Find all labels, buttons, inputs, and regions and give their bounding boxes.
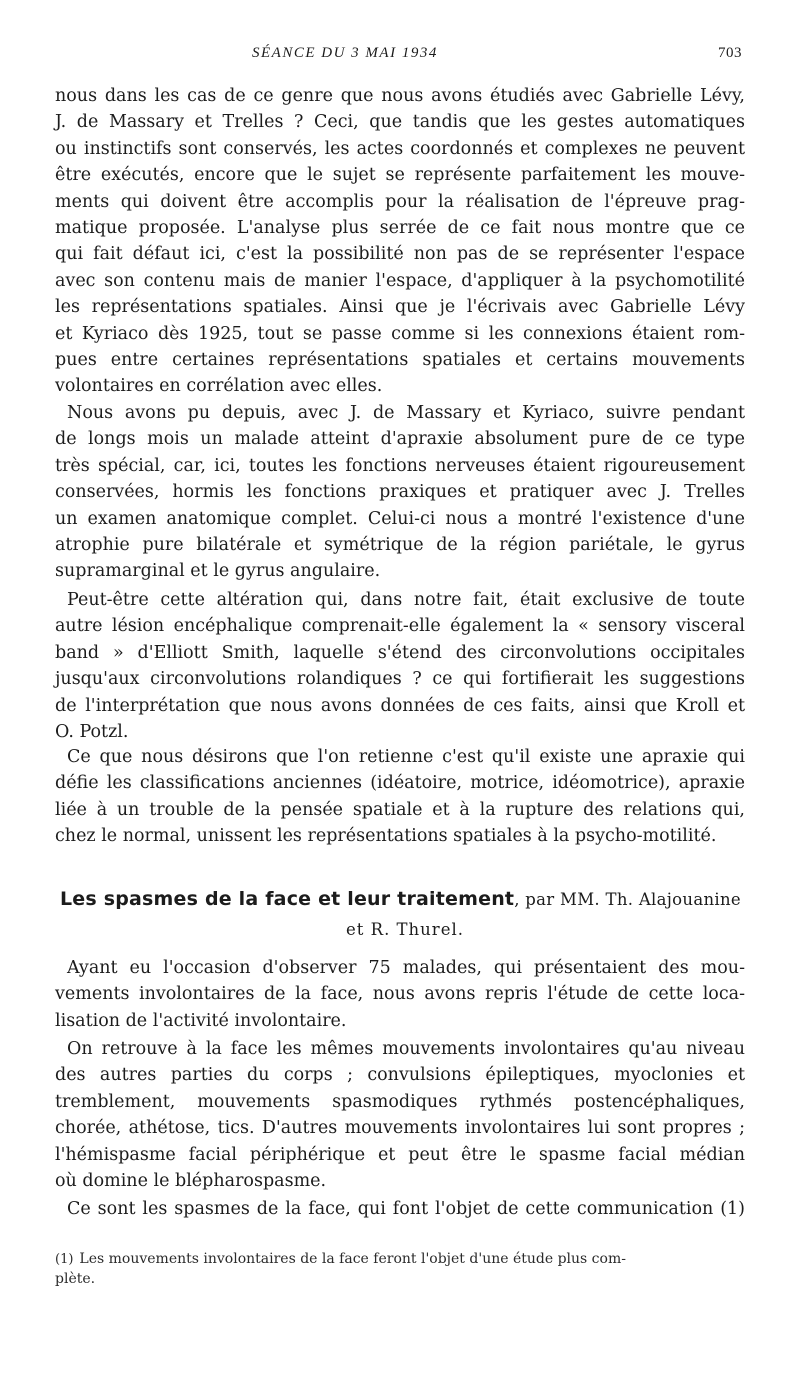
text-line: Ayant eu l'occasion d'observer 75 malades, qui présentaient des mou- (67, 958, 745, 978)
text-line: tremblement, mouvements spasmodiques rythmés postencéphaliques, (55, 1091, 745, 1112)
article-title: Les spasmes de la face et leur traitement (60, 888, 515, 910)
footnote-text: Les mouvements involontaires de la face feront l'objet d'une étude plus com- (79, 1251, 626, 1267)
footnote-continuation: plète. (55, 1271, 96, 1287)
text-line: nous dans les cas de ce genre que nous avons étudiés avec Gabrielle Lévy, (55, 86, 745, 106)
text-line: et Kyriaco dès 1925, tout se passe comme si les connexions étaient rom- (55, 323, 745, 344)
text-line: des autres parties du corps ; convulsions épileptiques, myoclonies et (55, 1065, 745, 1086)
text-line: supramarginal et le gyrus angulaire. (55, 561, 381, 582)
text-line: chez le normal, unissent les représentations spatiales à la psycho-motilité. (55, 826, 717, 847)
text-line: avec son contenu mais de manier l'espace, d'appliquer à la psychomotilité (55, 270, 745, 291)
text-line: qui fait défaut ici, c'est la possibilité non pas de se représenter l'espace (55, 244, 745, 265)
text-line: O. Potzl. (55, 722, 129, 742)
text-line: Ce sont les spasmes de la face, qui font l'objet de cette communication (1) (67, 1199, 745, 1219)
text-line: J. de Massary et Trelles ? Ceci, que tandis que les gestes automatiques (55, 112, 745, 133)
text-line: un examen anatomique complet. Celui-ci nous a montré l'existence d'une (55, 508, 745, 529)
text-line: atrophie pure bilatérale et symétrique de la région pariétale, le gyrus (55, 535, 745, 555)
text-line: liée à un trouble de la pensée spatiale et à la rupture des relations qui, (55, 799, 745, 820)
text-line: Nous avons pu depuis, avec J. de Massary et Kyriaco, suivre pendant (67, 403, 745, 423)
text-line: de l'interprétation que nous avons données de ces faits, ainsi que Kroll et (55, 695, 745, 716)
text-line: très spécial, car, ici, toutes les fonctions nerveuses étaient rigoureusement (55, 455, 745, 476)
text-line: Peut-être cette altération qui, dans notre fait, était exclusive de toute (67, 590, 745, 610)
text-line: les représentations spatiales. Ainsi que je l'écrivais avec Gabrielle Lévy (55, 297, 745, 318)
footnote-marker: (1) (55, 1252, 74, 1267)
text-line: conservées, hormis les fonctions praxiques et pratiquer avec J. Trelles (55, 482, 745, 503)
text-line: être exécutés, encore que le sujet se représente parfaitement les mouve- (55, 165, 745, 186)
running-title: SÉANCE DU 3 MAI 1934 (252, 45, 438, 61)
text-line: lisation de l'activité involontaire. (55, 1010, 347, 1031)
text-line: On retrouve à la face les mêmes mouvements involontaires qu'au niveau (67, 1039, 745, 1059)
text-line: défie les classifications anciennes (idéatoire, motrice, idéomotrice), apraxie (55, 773, 745, 794)
text-line: pues entre certaines représentations spatiales et certains mouvements (55, 350, 745, 370)
text-line: ou instinctifs sont conservés, les actes coordonnés et complexes ne peuvent (55, 138, 745, 159)
text-line: de longs mois un malade atteint d'apraxie absolument pure de ce type (55, 429, 745, 450)
text-line: jusqu'aux circonvolutions rolandiques ? ce qui fortifierait les suggestions (55, 669, 745, 690)
text-line: ments qui doivent être accomplis pour la réalisation de l'épreuve prag- (55, 191, 745, 212)
text-line: autre lésion encéphalique comprenait-elle également la « sensory visceral (55, 616, 745, 637)
running-header (252, 45, 742, 62)
text-line: l'hémispasme facial périphérique et peut être le spasme facial médian (55, 1144, 745, 1165)
article-byline: , par MM. Th. Alajouanine (514, 890, 741, 909)
text-line: où domine le blépharospasme. (55, 1171, 327, 1191)
text-line: matique proposée. L'analyse plus serrée de ce fait nous montre que ce (55, 218, 745, 238)
text-line: volontaires en corrélation avec elles. (55, 376, 383, 397)
text-line: band » d'Elliott Smith, laquelle s'étend des circonvolutions occipitales (55, 642, 745, 663)
page-number: 703 (718, 45, 742, 61)
article-coauthor: et R. Thurel. (346, 920, 464, 939)
article-title-line (60, 885, 750, 913)
footnote (55, 1248, 755, 1270)
text-line: vements involontaires de la face, nous avons repris l'étude de cette loca- (55, 984, 745, 1005)
text-line: Ce que nous désirons que l'on retienne c'est qu'il existe une apraxie qui (67, 747, 745, 767)
text-line: chorée, athétose, tics. D'autres mouvements involontaires lui sont propres ; (55, 1118, 745, 1139)
